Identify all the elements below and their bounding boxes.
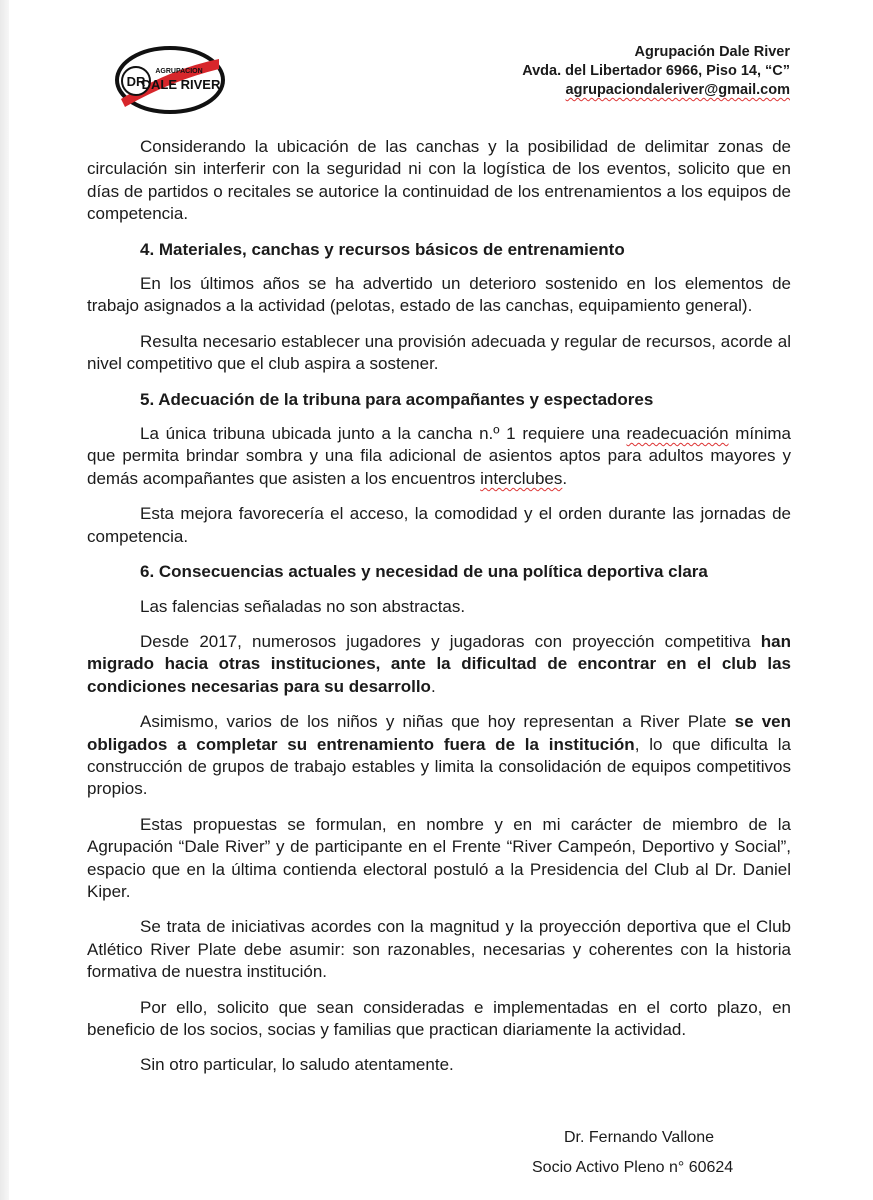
text-run: Asimismo, varios de los niños y niñas que hoy representan a River Plate — [140, 712, 735, 732]
paragraph: Las falencias señaladas no son abstractas. — [140, 596, 466, 616]
paragraph: En los últimos años se ha advertido un deterioro sostenido en los elementos de trabajo asignados a la actividad (pelotas, estado de las canchas, equipamiento general). — [87, 274, 791, 316]
signer-membership: Socio Activo Pleno n° 60624 — [532, 1159, 734, 1176]
paragraph: Resulta necesario establecer una provisión adecuada y regular de recursos, acorde al nivel competitivo que el club aspira a sostener. — [87, 331, 791, 374]
signature-block — [532, 1123, 733, 1183]
logo-title: DALE RIVER — [141, 77, 221, 92]
signer-name: Dr. Fernando Vallone — [564, 1129, 715, 1146]
text-run: Desde 2017, numerosos jugadores y jugadoras con proyección competitiva — [140, 631, 761, 651]
paragraph: Esta mejora favorecería el acceso, la comodidad y el orden durante las jornadas de competencia. — [87, 504, 791, 546]
letterhead — [522, 43, 790, 100]
paragraph: Considerando la ubicación de las canchas y la posibilidad de delimitar zonas de circulación sin interferir con la seguridad ni con la logística de los eventos, solicito que en días de partidos o recitales se autorice la continuidad de los entrenamientos a los equipos de competencia. — [87, 137, 791, 224]
paragraph — [87, 423, 791, 490]
dale-river-logo — [115, 45, 225, 115]
text-run: La única tribuna ubicada junto a la cancha n.º 1 requiere una — [140, 424, 627, 444]
paragraph: Por ello, solicito que sean consideradas e implementadas en el corto plazo, en beneficio de los socios, socias y familias que practican diariamente la actividad. — [87, 997, 791, 1039]
text-run: . — [562, 468, 568, 488]
letter-body — [87, 136, 791, 1090]
bold-text: se ven obligados a completar su entrenamiento fuera de la institución — [87, 712, 791, 754]
org-address: Avda. del Libertador 6966, Piso 14, “C” — [522, 63, 790, 79]
org-name: Agrupación Dale River — [634, 44, 790, 60]
paragraph — [87, 711, 791, 801]
closing-line: Sin otro particular, lo saludo atentamente. — [140, 1055, 454, 1075]
bold-text: han migrado hacia otras instituciones, ante la dificultad de encontrar en el club las condiciones necesarias para su desarrollo — [87, 631, 791, 696]
section-heading: 5. Adecuación de la tribuna para acompañantes y espectadores — [140, 389, 654, 409]
spellcheck-word: interclubes — [480, 468, 563, 488]
logo-initials: DR — [126, 74, 146, 89]
org-email: agrupaciondaleriver@gmail.com — [565, 82, 790, 98]
text-run: , lo que dificulta la construcción de grupos de trabajo estables y limita la consolidación de equipos competitivos propios. — [87, 734, 791, 799]
paragraph: Se trata de iniciativas acordes con la magnitud y la proyección deportiva que el Club Atlético River Plate debe asumir: son razonables, necesarias y coherentes con la historia formativa de nuestra institución. — [87, 917, 791, 982]
logo-subtitle: AGRUPACION — [155, 68, 203, 75]
text-run: . — [430, 676, 436, 696]
section-heading: 6. Consecuencias actuales y necesidad de una política deportiva clara — [140, 562, 708, 582]
paragraph: Estas propuestas se formulan, en nombre y en mi carácter de miembro de la Agrupación “Dale River” y de participante en el Frente “River Campeón, Deportivo y Social”, espacio que en la última contienda electoral postuló a la Presidencia del Club al Dr. Daniel Kiper. — [87, 814, 791, 901]
paragraph — [87, 631, 791, 698]
spellcheck-word: readecuación — [626, 424, 729, 444]
text-run: mínima que permita brindar sombra y una fila adicional de asientos aptos para adultos mayores y demás acompañantes que asisten a los encuentros — [87, 424, 791, 488]
page-edge — [0, 0, 9, 1200]
section-heading: 4. Materiales, canchas y recursos básicos de entrenamiento — [140, 239, 625, 259]
